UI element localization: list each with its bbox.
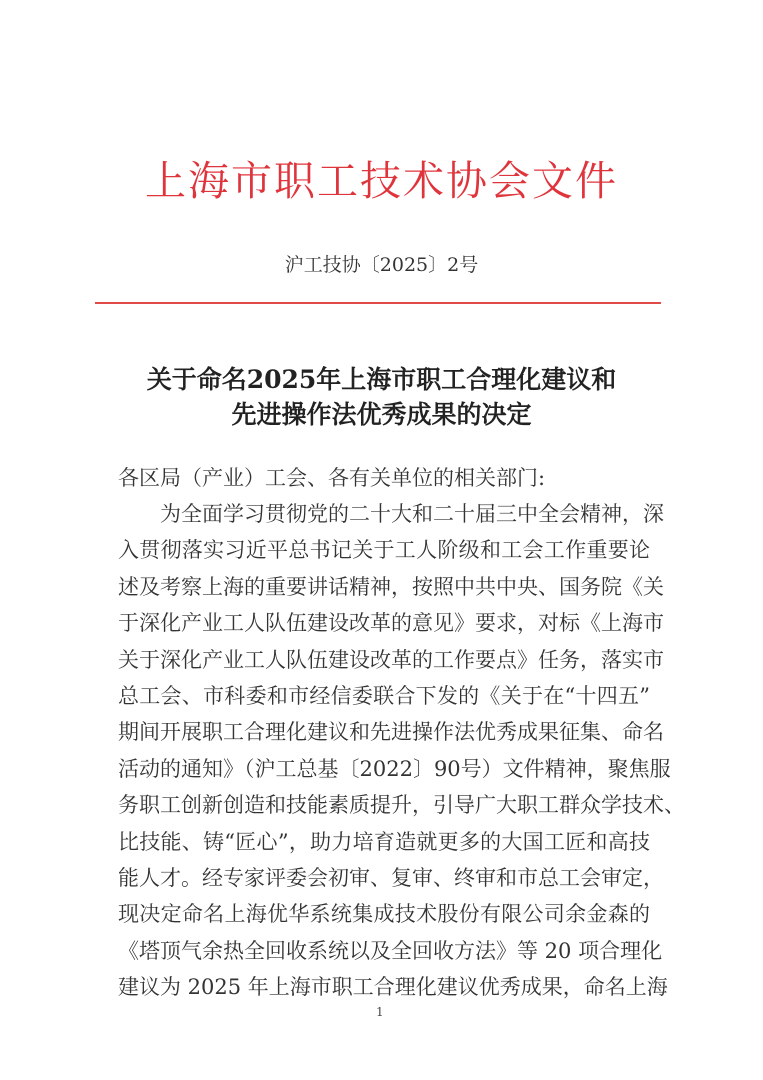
document-heading-line-1: 关于命名2025年上海市职工合理化建议和 bbox=[146, 365, 617, 394]
body-line: 为全面学习贯彻党的二十大和二十届三中全会精神，深 bbox=[160, 502, 664, 526]
body-line: 述及考察上海的重要讲话精神，按照中共中央、国务院《关 bbox=[118, 574, 664, 599]
body-line: 比技能、铸“匠心”，助力培育造就更多的大国工匠和高技 bbox=[118, 829, 650, 854]
body-line: 建议为 2025 年上海市职工合理化建议优秀成果，命名上海 bbox=[118, 975, 668, 1000]
page-number: 1 bbox=[376, 1005, 384, 1019]
document-number: 沪工技协〔2025〕2号 bbox=[284, 254, 479, 276]
body-line: 务职工创新创造和技能素质提升，引导广大职工群众学技术、 bbox=[118, 793, 685, 818]
body-line: 总工会、市科委和市经信委联合下发的《关于在“十四五” bbox=[118, 684, 650, 708]
salutation: 各区局（产业）工会、各有关单位的相关部门: bbox=[118, 466, 546, 490]
body-line: 于深化产业工人队伍建设改革的意见》要求，对标《上海市 bbox=[118, 611, 664, 636]
body-line: 《塔顶气余热全回收系统以及全回收方法》等 20 项合理化 bbox=[118, 938, 663, 963]
body-line: 能人才。经专家评委会初审、复审、终审和市总工会审定， bbox=[118, 866, 664, 890]
document-heading-line-2: 先进操作法优秀成果的决定 bbox=[231, 400, 532, 429]
body-line: 现决定命名上海优华系统集成技术股份有限公司余金森的 bbox=[118, 902, 650, 927]
body-line: 关于深化产业工人队伍建设改革的工作要点》任务，落实市 bbox=[118, 647, 664, 672]
document-header-title: 上海市职工技术协会文件 bbox=[145, 157, 618, 205]
body-line: 活动的通知》（沪工总基〔2022〕90号）文件精神，聚焦服 bbox=[118, 756, 671, 781]
body-line: 期间开展职工合理化建议和先进操作法优秀成果征集、命名 bbox=[118, 720, 664, 745]
body-line: 入贯彻落实习近平总书记关于工人阶级和工会工作重要论 bbox=[118, 538, 650, 563]
red-divider bbox=[95, 302, 661, 304]
